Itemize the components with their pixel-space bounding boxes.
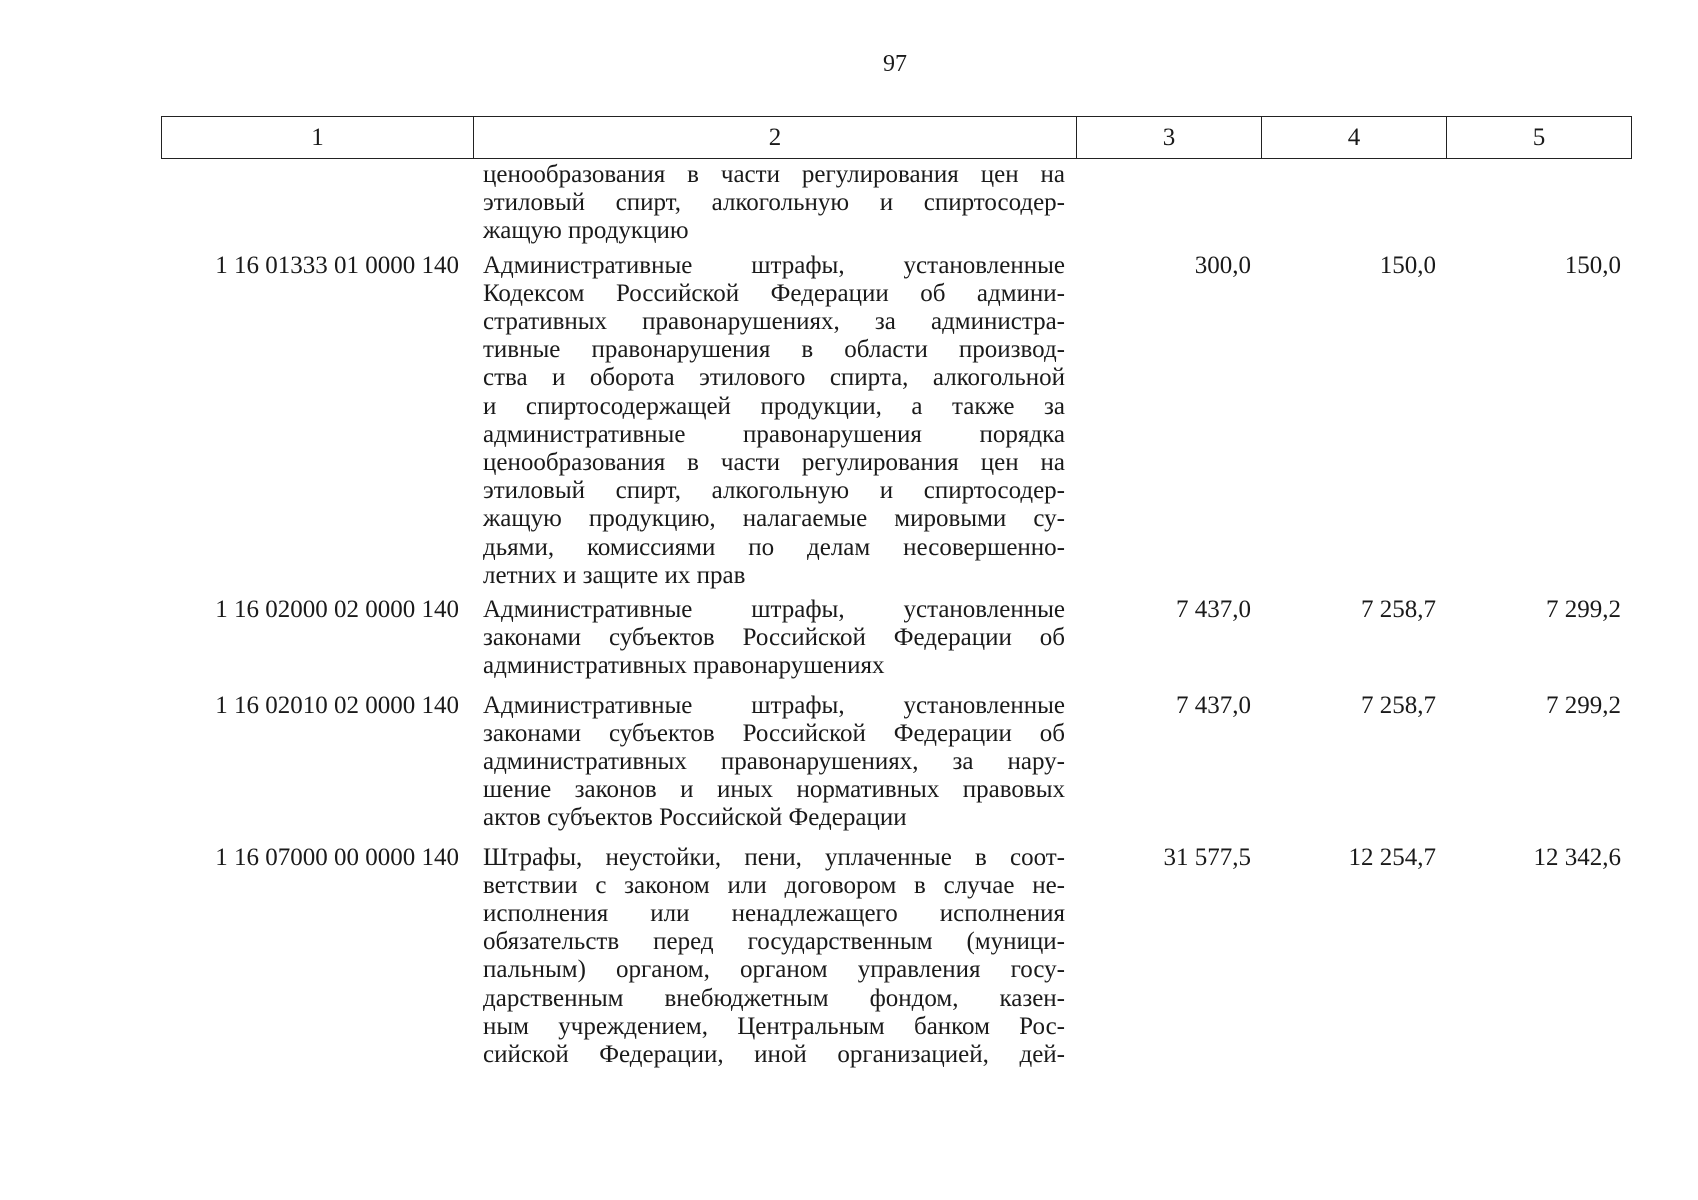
description-line: этиловый спирт, алкогольную и спиртосодер- <box>483 477 1065 505</box>
table-row <box>161 844 1631 1070</box>
page-number: 97 <box>883 51 907 77</box>
column-header-1: 1 <box>162 117 474 159</box>
table-row <box>161 161 1631 246</box>
row-description <box>473 692 1076 833</box>
description-line: жащую продукцию, налагаемые мировыми су- <box>483 505 1065 533</box>
value-col3: 7 437,0 <box>1176 596 1251 624</box>
description-line: Штрафы, неустойки, пени, уплаченные в соот- <box>483 843 1065 871</box>
description-line: законами субъектов Российской Федерации об <box>483 624 1065 652</box>
column-header-4: 4 <box>1262 117 1447 159</box>
description-line: стративных правонарушениях, за администра- <box>483 308 1065 336</box>
value-col4: 150,0 <box>1379 251 1436 279</box>
description-line: ценообразования в части регулирования цен на <box>483 449 1065 477</box>
description-line: ветствии с законом или договором в случае не- <box>483 871 1065 899</box>
column-header-5: 5 <box>1447 117 1632 159</box>
budget-code: 1 16 02000 02 0000 140 <box>215 596 459 624</box>
value-col5 <box>1446 161 1631 246</box>
table-row <box>161 596 1631 681</box>
budget-code: 1 16 02010 02 0000 140 <box>215 691 459 719</box>
value-col4: 12 254,7 <box>1348 843 1436 871</box>
column-header-3: 3 <box>1077 117 1262 159</box>
description-line: ценообразования в части регулирования цен на <box>483 161 1065 188</box>
row-description <box>473 252 1076 590</box>
description-line: Административные штрафы, установленные <box>483 691 1065 719</box>
description-line: законами субъектов Российской Федерации об <box>483 719 1065 747</box>
description-line: летних и защите их прав <box>483 561 746 589</box>
value-col5: 12 342,6 <box>1533 843 1621 871</box>
description-line: административных правонарушениях <box>483 652 885 680</box>
description-line: исполнения или ненадлежащего исполнения <box>483 900 1065 928</box>
row-description <box>473 596 1076 681</box>
description-line: пальным) органом, органом управления госу- <box>483 956 1065 984</box>
value-col4: 7 258,7 <box>1361 596 1436 624</box>
description-line: Административные штрафы, установленные <box>483 251 1065 279</box>
description-line: дьями, комиссиями по делам несовершенно- <box>483 533 1065 561</box>
description-line: тивные правонарушения в области производ- <box>483 336 1065 364</box>
description-line: ства и оборота этилового спирта, алкогольной <box>483 364 1065 392</box>
value-col5: 7 299,2 <box>1546 691 1621 719</box>
value-col5: 7 299,2 <box>1546 596 1621 624</box>
description-line: этиловый спирт, алкогольную и спиртосодер- <box>483 189 1065 217</box>
description-line: шение законов и иных нормативных правовых <box>483 776 1065 804</box>
row-description <box>473 844 1076 1070</box>
value-col3 <box>1076 161 1261 246</box>
column-header-row <box>161 116 1632 159</box>
value-col3: 31 577,5 <box>1163 843 1251 871</box>
table-body <box>161 161 1631 1069</box>
value-col4 <box>1261 161 1446 246</box>
table-row <box>161 692 1631 833</box>
description-line: актов субъектов Российской Федерации <box>483 804 907 832</box>
description-line: сийской Федерации, иной организацией, дей- <box>483 1041 1065 1069</box>
budget-code: 1 16 07000 00 0000 140 <box>215 843 459 871</box>
description-line: Кодексом Российской Федерации об админи- <box>483 279 1065 307</box>
description-line: административных правонарушениях, за нару- <box>483 748 1065 776</box>
value-col4: 7 258,7 <box>1361 691 1436 719</box>
budget-code: 1 16 01333 01 0000 140 <box>215 251 459 279</box>
value-col3: 7 437,0 <box>1176 691 1251 719</box>
description-line: ным учреждением, Центральным банком Рос- <box>483 1012 1065 1040</box>
description-line: дарственным внебюджетным фондом, казен- <box>483 984 1065 1012</box>
row-description <box>473 161 1076 246</box>
table-row <box>161 252 1631 590</box>
column-header-2: 2 <box>474 117 1077 159</box>
description-line: и спиртосодержащей продукции, а также за <box>483 392 1065 420</box>
value-col5: 150,0 <box>1564 251 1621 279</box>
description-line: жащую продукцию <box>483 217 689 245</box>
description-line: Административные штрафы, установленные <box>483 596 1065 624</box>
value-col3: 300,0 <box>1194 251 1251 279</box>
budget-code <box>161 161 473 246</box>
description-line: обязательств перед государственным (муници- <box>483 928 1065 956</box>
description-line: административные правонарушения порядка <box>483 420 1065 448</box>
